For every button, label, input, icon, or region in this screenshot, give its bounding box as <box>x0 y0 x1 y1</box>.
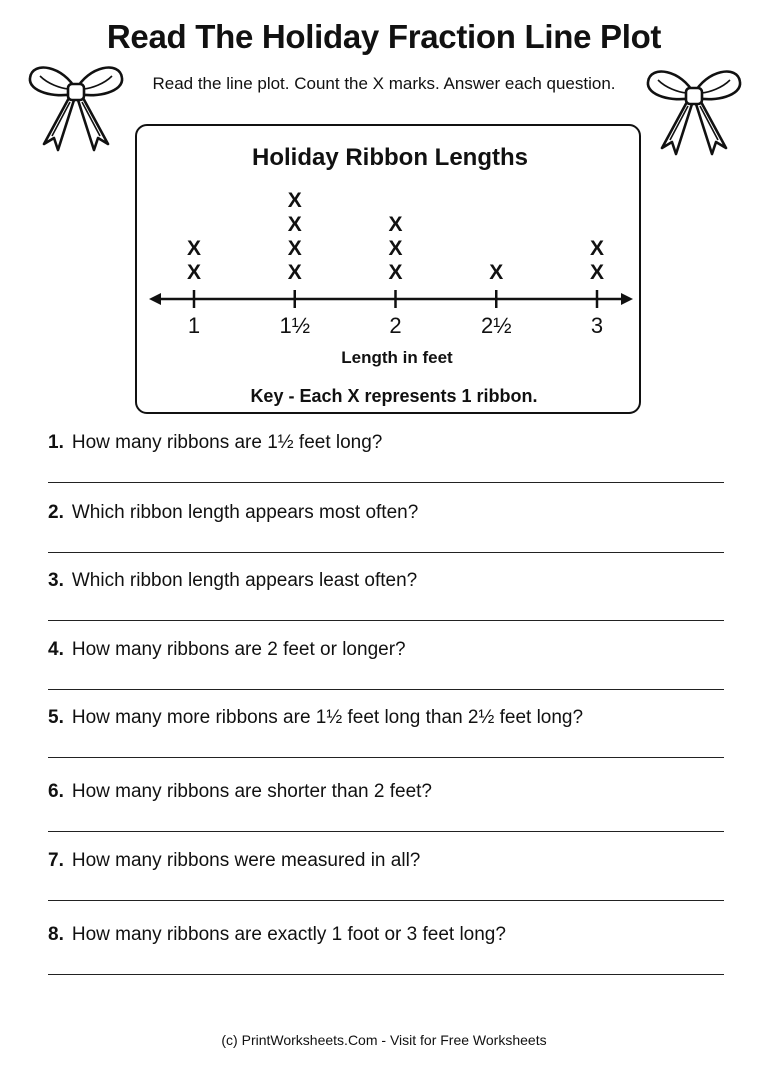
question-item <box>48 924 724 984</box>
question-item <box>48 570 724 630</box>
question-text <box>48 502 418 524</box>
question-text <box>48 707 583 729</box>
worksheet-title: Read The Holiday Fraction Line Plot <box>106 18 662 55</box>
answer-line[interactable] <box>48 620 724 621</box>
answer-line[interactable] <box>48 689 724 690</box>
plot-title: Holiday Ribbon Lengths <box>252 144 528 171</box>
question-text <box>48 850 420 872</box>
line-plot <box>137 126 643 416</box>
question-number: 5. <box>48 707 64 728</box>
answer-line[interactable] <box>48 974 724 975</box>
x-mark: X <box>186 237 202 260</box>
question-prompt: Which ribbon length appears most often? <box>71 502 419 523</box>
answer-line[interactable] <box>48 900 724 901</box>
question-text <box>48 432 382 454</box>
question-text <box>48 924 506 946</box>
x-mark: X <box>186 261 202 284</box>
question-item <box>48 707 724 767</box>
question-prompt: How many ribbons are shorter than 2 feet? <box>71 781 432 802</box>
answer-line[interactable] <box>48 757 724 758</box>
question-prompt: How many ribbons are exactly 1 foot or 3 feet long? <box>71 924 506 945</box>
question-prompt: How many ribbons are 1½ feet long? <box>71 432 383 453</box>
x-mark: X <box>287 261 302 284</box>
x-mark: X <box>287 237 302 260</box>
x-axis-label: Length in feet <box>341 348 453 367</box>
question-number: 4. <box>48 639 64 660</box>
x-mark: X <box>287 189 302 212</box>
question-item <box>48 781 724 841</box>
question-item <box>48 502 724 562</box>
x-mark: X <box>388 261 403 284</box>
question-item <box>48 432 724 492</box>
question-prompt: How many ribbons are 2 feet or longer? <box>71 639 406 660</box>
arrow-right-icon <box>621 293 633 305</box>
footer-credit: (c) PrintWorksheets.Com - Visit for Free Worksheets <box>221 1032 547 1048</box>
question-number: 1. <box>48 432 64 453</box>
question-number: 6. <box>48 781 64 802</box>
question-item <box>48 639 724 699</box>
question-prompt: How many more ribbons are 1½ feet long than 2½ feet long? <box>71 707 584 728</box>
tick-label: 1 <box>187 313 201 338</box>
question-number: 3. <box>48 570 64 591</box>
plot-key: Key - Each X represents 1 ribbon. <box>250 386 538 406</box>
x-mark: X <box>589 237 605 260</box>
tick-label: 2½ <box>480 313 512 338</box>
question-text <box>48 639 406 661</box>
question-prompt: How many ribbons were measured in all? <box>71 850 421 871</box>
bow-icon <box>644 66 744 158</box>
tick-label: 1½ <box>279 313 311 338</box>
line-plot-panel <box>135 124 641 414</box>
answer-line[interactable] <box>48 482 724 483</box>
question-prompt: Which ribbon length appears least often? <box>71 570 418 591</box>
tick-label: 2 <box>389 313 402 338</box>
question-number: 7. <box>48 850 64 871</box>
answer-line[interactable] <box>48 831 724 832</box>
question-text <box>48 570 417 592</box>
question-item <box>48 850 724 910</box>
question-number: 8. <box>48 924 64 945</box>
bow-icon <box>26 62 126 154</box>
question-text <box>48 781 432 803</box>
arrow-left-icon <box>149 293 161 305</box>
answer-line[interactable] <box>48 552 724 553</box>
x-mark: X <box>388 213 403 236</box>
worksheet-instructions: Read the line plot. Count the X marks. Answer each question. <box>152 74 616 93</box>
question-number: 2. <box>48 502 64 523</box>
x-mark: X <box>589 261 605 284</box>
x-mark: X <box>388 237 403 260</box>
tick-label: 3 <box>590 313 604 338</box>
x-mark: X <box>489 261 504 284</box>
x-mark: X <box>287 213 302 236</box>
